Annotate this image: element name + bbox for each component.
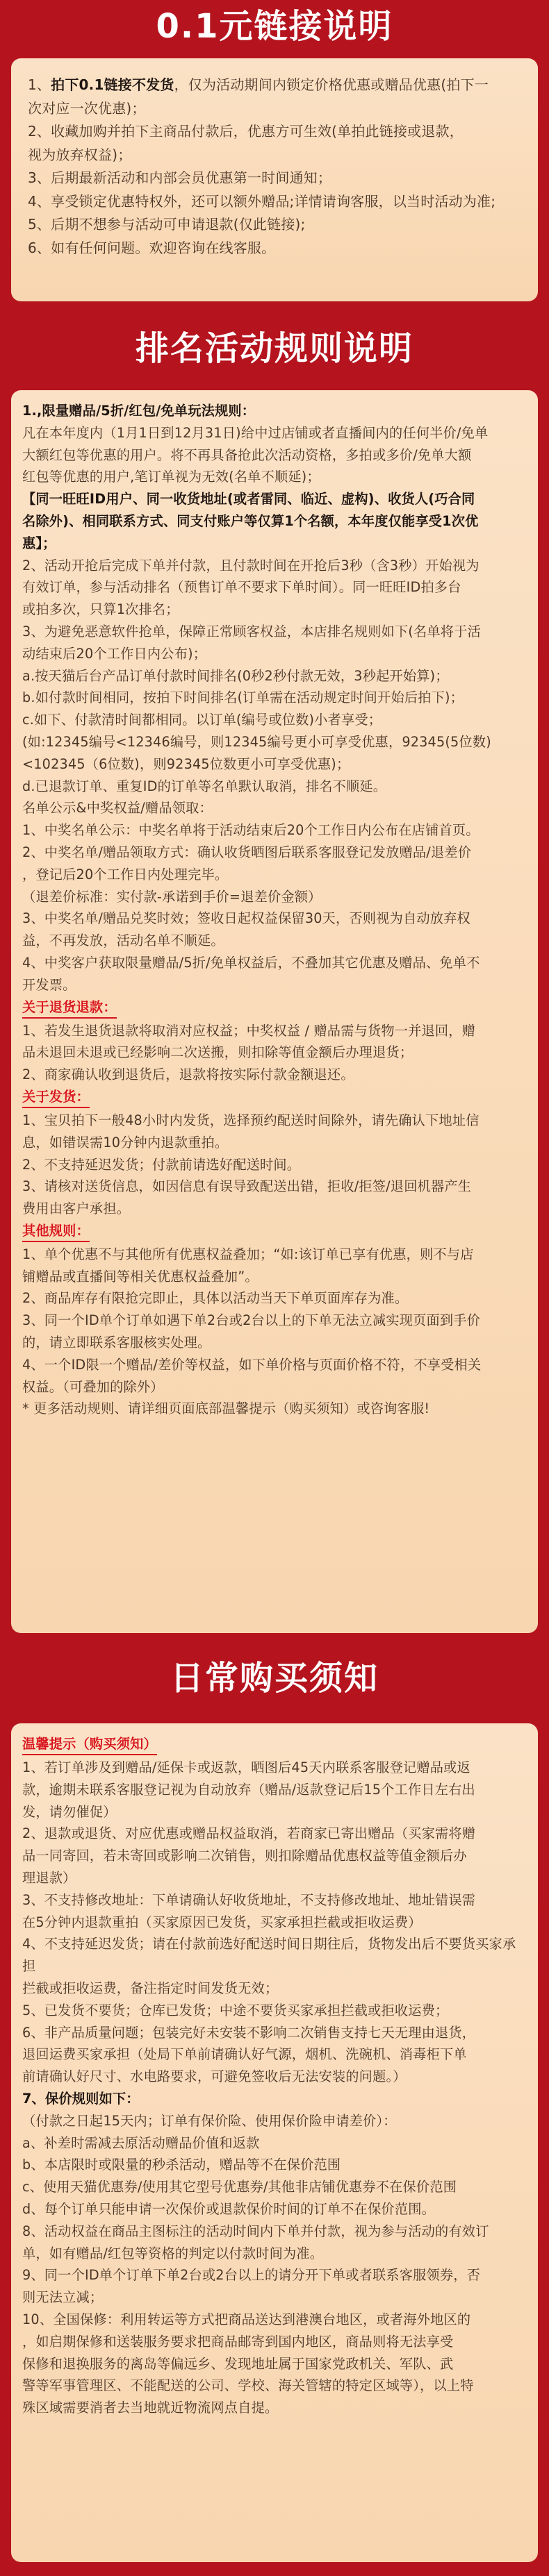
rank-rule-line: 2、商品库存有限抢完即止，具体以活动当天下单页面库存为准。 — [22, 1290, 409, 1307]
daily-section-title: 日常购买须知 — [170, 1659, 379, 1698]
link-rule-4: 4、享受锁定优惠特权外，还可以额外赠品;详情请询客服，以当时活动为准; — [28, 192, 496, 210]
daily-rules-card — [11, 1723, 538, 2562]
rank-rule-line: 2、商家确认收到退货后，退款将按实际付款金额退还。 — [22, 1067, 354, 1083]
rank-rule-line: 红包等优惠的用户,笔订单视为无效(名单不顺延)； — [22, 469, 320, 485]
link-rule-5: 5、后期不想参与活动可申请退款(仅此链接); — [28, 216, 306, 233]
rank-rule-line: 益，不再发放，活动名单不顺延。 — [22, 932, 224, 949]
link-rule-2: 2、收藏加购并拍下主商品付款后，优惠方可生效(单拍此链接或退款， — [28, 123, 464, 140]
daily-rule-line: 5、已发货不要货；仓库已发货；中途不要货买家承担拦截或拒收运费； — [22, 2002, 449, 2018]
rank-rule-line: 4、中奖客户获取限量赠品/5折/免单权益后，不叠加其它优惠及赠品、免单不 — [22, 954, 480, 971]
daily-rule-line: 保修和退换服务的离岛等偏远乡、发现地址属于国家党政机关、军队、武 — [22, 2355, 454, 2372]
rank-section-title: 排名活动规则说明 — [135, 329, 413, 368]
rank-rule-emphasis: 【同一旺旺ID用户、同一收货地址(或者雷同、临近、虚构)、收货人(巧合同 — [22, 491, 475, 508]
daily-rule-line: 6、非产品质量问题；包装完好未安装不影响二次销售支持七天无理由退货， — [22, 2024, 476, 2041]
daily-rule-line: 在5分钟内退款重拍（买家原因已发货，买家承担拦截或拒收运费） — [22, 1914, 422, 1930]
rank-rule-line: 1、若发生退货退款将取消对应权益；中奖权益 / 赠品需与货物一并退回，赠 — [22, 1022, 476, 1039]
rank-rule-line: 凡在本年度内（1月1日到12月31日)给中过店铺或者直播间内的任何半价/免单 — [22, 424, 489, 441]
rank-rule-line: 名单公示&中奖权益/赠品领取： — [22, 800, 213, 817]
daily-rule-line: 品一同寄回，若未寄回或影响二次销售，则扣除赠品优惠权益等值金额后办 — [22, 1848, 467, 1864]
daily-rule-line: 拦截或拒收运费，备注指定时间发货无效； — [22, 1980, 279, 1996]
rank-rule-line: 2、中奖名单/赠品领取方式：确认收货晒图后联系客服登记发放赠品/退差价 — [22, 844, 472, 860]
link-rule-1-cont: 次对应一次优惠)； — [28, 99, 146, 117]
daily-rule-line: 款，逾期未联系客服登记视为自动放弃（赠品/返款登记后15个工作日左右出 — [22, 1781, 475, 1798]
rank-rule-line: 3、请核对送货信息，如因信息有误导致配送出错，拒收/拒签/退回机器产生 — [22, 1178, 472, 1195]
rank-rule-line: 2、不支持延迟发货；付款前请选好配送时间。 — [22, 1156, 301, 1173]
rank-rule-line: 或拍多次，只算1次排名； — [22, 601, 179, 618]
rank-rules-card — [11, 390, 538, 1633]
daily-rule-line: 4、不支持延迟发货；请在付款前选好配送时间日期往后，货物发出后不要货买家承担 — [22, 1936, 516, 1975]
rank-rule-line: 1、单个优惠不与其他所有优惠权益叠加；“如:该订单已享有优惠，则不与店 — [22, 1246, 474, 1262]
shipping-rules-heading: 关于发货： — [22, 1087, 90, 1108]
rank-rule-line: 3、中奖名单/赠品兑奖时效；签收日起权益保留30天，否则视为自动放弃权 — [22, 910, 470, 927]
other-rules-heading: 其他规则： — [22, 1221, 90, 1242]
rank-rule-line: <102345（6位数)，则92345位数更小可享受优惠)； — [22, 755, 350, 772]
rank-rule-line: a.按天猫后台产品订单付款时间排名(0秒2秒付款无效，3秒起开始算)； — [22, 667, 449, 684]
daily-rule-line: c、使用天猫优惠券/使用其它型号优惠券/其他非店铺优惠券不在保价范围 — [22, 2179, 457, 2196]
link-rule-1: 1、拍下0.1链接不发货，仅为活动期间内锁定价格优惠或赠品优惠(拍下一 — [28, 76, 489, 93]
daily-rule-line: 发，请勿催促） — [22, 1803, 117, 1820]
daily-rule-line: 前请确认好尺寸、水电路要求，可避免签收后无法安装的问题。） — [22, 2068, 407, 2085]
rank-rule-line: 4、一个ID限一个赠品/差价等权益，如下单价格与页面价格不符，不享受相关 — [22, 1356, 482, 1373]
link-rule-6: 6、如有任何问题。欢迎咨询在线客服。 — [28, 239, 276, 256]
daily-rule-line: 9、同一个ID单个订单下单2台或2台以上的请分开下单或者联系客服领券，否 — [22, 2267, 481, 2284]
rank-rule-emphasis: 名除外)、相同联系方式、同支付账户等仅算1个名额，本年度仅能享受1次优 — [22, 512, 479, 529]
rank-rule-line: 开发票。 — [22, 976, 76, 993]
rank-rule-line: (如:12345编号<12346编号，则12345编号更小可享受优惠，92345(5位数) — [22, 733, 491, 750]
rank-rule-line: b.如付款时间相同，按拍下时间排名(订单需在活动规定时间开始后拍下)； — [22, 689, 464, 706]
rank-rule-footnote: * 更多活动规则、请详细页面底部温馨提示（购买须知）或咨询客服! — [22, 1400, 430, 1417]
daily-rule-line: d、每个订单只能申请一次保价或退款保价时间的订单不在保价范围。 — [22, 2200, 436, 2217]
rank-rule-line: ，登记后20个工作日内处理完毕。 — [22, 866, 229, 883]
daily-rule-line: 警等军事管理区、不能配送的公司、学校、海关管辖的特定区域等），以上特 — [22, 2377, 474, 2394]
daily-rule-line: 殊区域需要消者去当地就近物流网点自提。 — [22, 2400, 279, 2416]
link-rules-card — [11, 58, 538, 301]
daily-rule-line: 单，如有赠品/红包等资格的判定以付款时间为准。 — [22, 2245, 324, 2261]
rank-rule-line: （退差价标准：实付款-承诺到手价=退差价金额） — [22, 888, 322, 905]
rank-rule-line: 动结束后20个工作日内公布)； — [22, 645, 207, 662]
rank-rule-line: d.已退款订单、重复ID的订单等名单默认取消，排名不顺延。 — [22, 778, 387, 794]
link-rule-2-cont: 视为放弃权益)； — [28, 146, 132, 163]
daily-rule-line: （付款之日起15天内；订单有保价险、使用保价险申请差价）： — [22, 2112, 397, 2129]
daily-rule-line: 理退款） — [22, 1869, 76, 1886]
rank-rule-line: 3、为避免恶意软件抢单，保障正常顾客权益，本店排名规则如下(名单将于活 — [22, 623, 481, 639]
rank-rule-line: 权益。（可叠加的除外） — [22, 1378, 164, 1395]
rank-rule-emphasis: 惠】； — [22, 535, 56, 551]
link-rule-3: 3、后期最新活动和内部会员优惠第一时间通知； — [28, 169, 332, 186]
link-section-title: 0.1元链接说明 — [156, 7, 393, 46]
daily-rule-line: 则无法立减； — [22, 2289, 104, 2306]
purchase-tips-heading: 温馨提示（购买须知） — [22, 1734, 157, 1755]
daily-rule-line: ，如启期保修和送装服务要求把商品邮寄到国内地区，商品则将无法享受 — [22, 2333, 454, 2350]
rank-rule-line: 品未退回未退或已经影响二次送搬，则扣除等值金额后办理退货； — [22, 1044, 413, 1061]
daily-rule-line: a、补差时需减去原活动赠品价值和返款 — [22, 2134, 260, 2151]
daily-rule-line: 1、若订单涉及到赠品/延保卡或返款，晒图后45天内联系客服登记赠品或返 — [22, 1759, 470, 1775]
daily-rule-line: 10、全国保修：利用转运等方式把商品送达到港澳台地区，或者海外地区的 — [22, 2311, 471, 2327]
rank-rule-line: c.如下、付款清时间都相同。以订单(编号或位数)小者享受； — [22, 712, 382, 728]
daily-rule-line: b、本店限时或限量的秒杀活动，赠品等不在保价范围 — [22, 2157, 341, 2173]
rank-rule-line: 息，如错误需10分钟内退款重拍。 — [22, 1134, 229, 1151]
rank-rule-line: 3、同一个ID单个订单如遇下单2台或2台以上的下单无法立减实现页面到手价 — [22, 1312, 481, 1329]
price-protection-heading: 7、保价规则如下： — [22, 2090, 140, 2107]
rank-rule-line: 大额红包等优惠的用户。将不再具备抢此次活动资格，多拍或多价/免单大额 — [22, 446, 472, 463]
rank-rule-line: 1、中奖名单公示：中奖名单将于活动结束后20个工作日内公布在店铺首页。 — [22, 822, 480, 839]
rank-rule-line: 铺赠品或直播间等相关优惠权益叠加”。 — [22, 1268, 259, 1285]
rank-rule-line: 费用由客户承担。 — [22, 1201, 131, 1217]
rank-rule-line: 1、宝贝拍下一般48小时内发货，选择预约配送时间除外，请先确认下地址信 — [22, 1112, 480, 1128]
rank-rule-line: 的，请立即联系客服核实处理。 — [22, 1335, 211, 1351]
daily-rule-line: 2、退款或退货、对应优惠或赠品权益取消，若商家已寄出赠品（买家需将赠 — [22, 1825, 476, 1842]
rank-rule-heading: 1.,限量赠品/5折/红包/免单玩法规则： — [22, 403, 256, 419]
daily-rule-line: 3、不支持修改地址：下单请确认好收货地址，不支持修改地址、地址错误需 — [22, 1891, 476, 1908]
refund-rules-heading: 关于退货退款： — [22, 998, 117, 1019]
rank-rule-line: 2、活动开抢后完成下单并付款，且付款时间在开抢后3秒（含3秒）开始视为 — [22, 557, 480, 574]
rank-rule-line: 有效订单，参与活动排名（预售订单不要求下单时间）。同一旺旺ID拍多台 — [22, 579, 461, 596]
daily-rule-line: 8、活动权益在商品主图标注的活动时间内下单并付款，视为参与活动的有效订 — [22, 2223, 489, 2239]
daily-rule-line: 退回运费买家承担（处局下单前请确认好气源，烟机、洗碗机、消毒柜下单 — [22, 2046, 467, 2063]
